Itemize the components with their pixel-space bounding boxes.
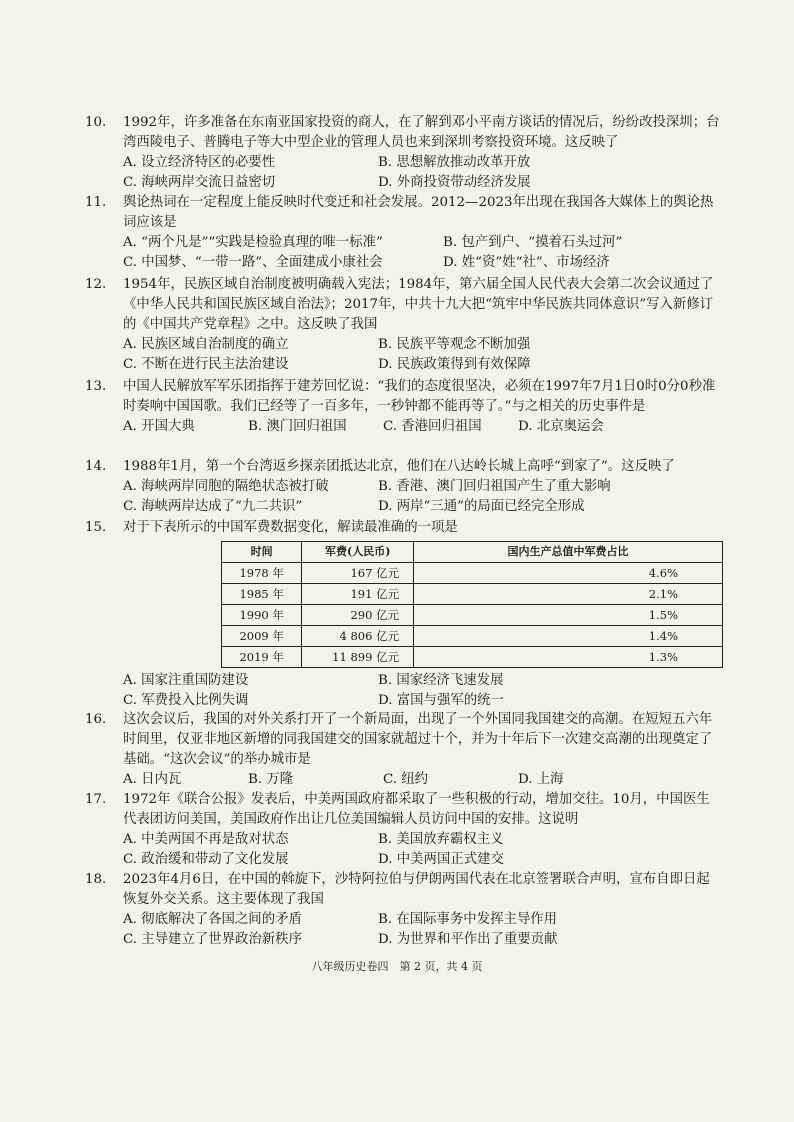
table-row [222,584,723,605]
option-d[interactable]: D. 富国与强军的统一 [378,693,504,708]
table-row [222,626,723,647]
question-12 [85,275,723,375]
question-stem: 1988年1月，第一个台湾返乡探亲团抵达北京，他们在八达岭长城上高呼“到家了”。这反映了 [123,459,675,474]
table-cell: 1985 年 [222,584,302,605]
table-cell: 1.4% [414,626,723,647]
option-a[interactable]: A. 日内瓦 [123,772,182,787]
option-d[interactable]: D. 中美两国正式建交 [378,852,504,867]
question-number: 14. [85,459,107,474]
option-c[interactable]: C. 海峡两岸交流日益密切 [123,175,276,190]
question-number: 16. [85,712,107,727]
military-spending-table [221,541,723,668]
question-stem: 1954年，民族区域自治制度被明确载入宪法；1984年，第六届全国人民代表大会第二次会议通过了《中华人民共和国民族区域自治法》；2017年，中共十九大把“筑牢中华民族共同体意识”写入新修订的《中国共产党章程》之中。这反映了我国 [123,277,714,332]
table-row [222,605,723,626]
option-d[interactable]: D. 民族政策得到有效保障 [378,357,531,372]
option-d[interactable]: D. 姓“资”姓“社”、市场经济 [443,255,610,270]
option-c[interactable]: C. 主导建立了世界政治新秩序 [123,932,302,947]
question-13 [85,377,723,437]
option-b[interactable]: B. 国家经济飞速发展 [378,673,504,688]
table-cell: 2019 年 [222,647,302,668]
option-c[interactable]: C. 中国梦、“一带一路”、全面建成小康社会 [123,255,383,270]
option-a[interactable]: A. 设立经济特区的必要性 [123,155,276,170]
option-a[interactable]: A. 海峡两岸同胞的隔绝状态被打破 [123,479,329,494]
option-c[interactable]: C. 纽约 [383,772,429,787]
question-number: 10. [85,115,107,130]
option-a[interactable]: A. “两个凡是”“实践是检验真理的唯一标准” [123,235,383,250]
table-header-row [222,542,723,563]
option-b[interactable]: B. 思想解放推动改革开放 [378,155,531,170]
question-stem: 对于下表所示的中国军费数据变化，解读最准确的一项是 [123,520,458,535]
option-a[interactable]: A. 彻底解决了各国之间的矛盾 [123,912,302,927]
option-c[interactable]: C. 香港回归祖国 [383,419,482,434]
question-stem: 1992年，许多准备在东南亚国家投资的商人，在了解到邓小平南方谈话的情况后，纷纷改投深圳；台湾西陵电子、普腾电子等大中型企业的管理人员也来到深圳考察投资环境。这反映了 [123,115,720,150]
page-footer: 八年级历史卷四 第 2 页，共 4 页 [311,960,483,973]
table-cell: 4 806 亿元 [302,626,414,647]
column-header: 军费(人民币) [302,542,414,563]
option-c[interactable]: C. 不断在进行民主法治建设 [123,357,289,372]
option-c[interactable]: C. 军费投入比例失调 [123,693,249,708]
option-a[interactable]: A. 中美两国不再是敌对状态 [123,832,289,847]
table-cell: 167 亿元 [302,563,414,584]
question-14 [85,457,723,517]
table-cell: 1990 年 [222,605,302,626]
question-18 [85,870,723,950]
table-cell: 4.6% [414,563,723,584]
question-stem: 2023年4月6日，在中国的斡旋下，沙特阿拉伯与伊朗两国代表在北京签署联合声明，宣布自即日起恢复外交关系。这主要体现了我国 [123,872,710,907]
option-b[interactable]: B. 民族平等观念不断加强 [378,337,531,352]
option-a[interactable]: A. 民族区域自治制度的确立 [123,337,289,352]
table-cell: 1978 年 [222,563,302,584]
question-number: 13. [85,379,107,394]
question-15 [85,518,723,711]
question-stem: 这次会议后，我国的对外关系打开了一个新局面，出现了一个外国同我国建交的高潮。在短短五六年时间里，仅亚非地区新增的同我国建交的国家就超过十个，并为十年后下一次建交高潮的出现奠定了基础。“这次会议”的举办城市是 [123,712,713,767]
question-10 [85,113,723,193]
option-b[interactable]: B. 美国放弃霸权主义 [378,832,504,847]
option-b[interactable]: B. 万隆 [248,772,294,787]
option-d[interactable]: D. 北京奥运会 [518,419,604,434]
option-d[interactable]: D. 外商投资带动经济发展 [378,175,531,190]
table-cell: 1.3% [414,647,723,668]
table-cell: 2009 年 [222,626,302,647]
option-c[interactable]: C. 政治缓和带动了文化发展 [123,852,289,867]
option-b[interactable]: B. 在国际事务中发挥主导作用 [378,912,558,927]
question-17 [85,790,723,870]
column-header: 时间 [222,542,302,563]
option-a[interactable]: A. 开国大典 [123,419,195,434]
question-number: 11. [85,195,107,210]
question-stem: 1972年《联合公报》发表后，中美两国政府都采取了一些积极的行动，增加交往。10月，中国医生代表团访问美国，美国政府作出让几位美国编辑人员访问中国的安排。这说明 [123,792,710,827]
question-stem: 中国人民解放军军乐团指挥于建芳回忆说：“我们的态度很坚决，必须在1997年7月1日0时0分0秒准时奏响中国国歌。我们已经等了一百多年，一秒钟都不能再等了。”与之相关的历史事件是 [123,379,716,414]
option-d[interactable]: D. 为世界和平作出了重要贡献 [378,932,558,947]
table-row [222,647,723,668]
option-a[interactable]: A. 国家注重国防建设 [123,673,249,688]
table-cell: 191 亿元 [302,584,414,605]
question-stem: 舆论热词在一定程度上能反映时代变迁和社会发展。2012—2023年出现在我国各大媒体上的舆论热词应该是 [123,195,714,230]
option-c[interactable]: C. 海峡两岸达成了“九二共识” [123,499,303,514]
table-cell: 2.1% [414,584,723,605]
table-row [222,563,723,584]
column-header: 国内生产总值中军费占比 [414,542,723,563]
question-16 [85,710,723,790]
question-number: 18. [85,872,107,887]
question-11 [85,193,723,273]
question-number: 12. [85,277,107,292]
option-b[interactable]: B. 澳门回归祖国 [248,419,347,434]
table-cell: 11 899 亿元 [302,647,414,668]
question-number: 15. [85,520,107,535]
table-cell: 290 亿元 [302,605,414,626]
option-b[interactable]: B. 包产到户、“摸着石头过河” [443,235,623,250]
option-d[interactable]: D. 上海 [518,772,564,787]
option-d[interactable]: D. 两岸“三通”的局面已经完全形成 [378,499,585,514]
table-cell: 1.5% [414,605,723,626]
option-b[interactable]: B. 香港、澳门回归祖国产生了重大影响 [378,479,611,494]
question-number: 17. [85,792,107,807]
